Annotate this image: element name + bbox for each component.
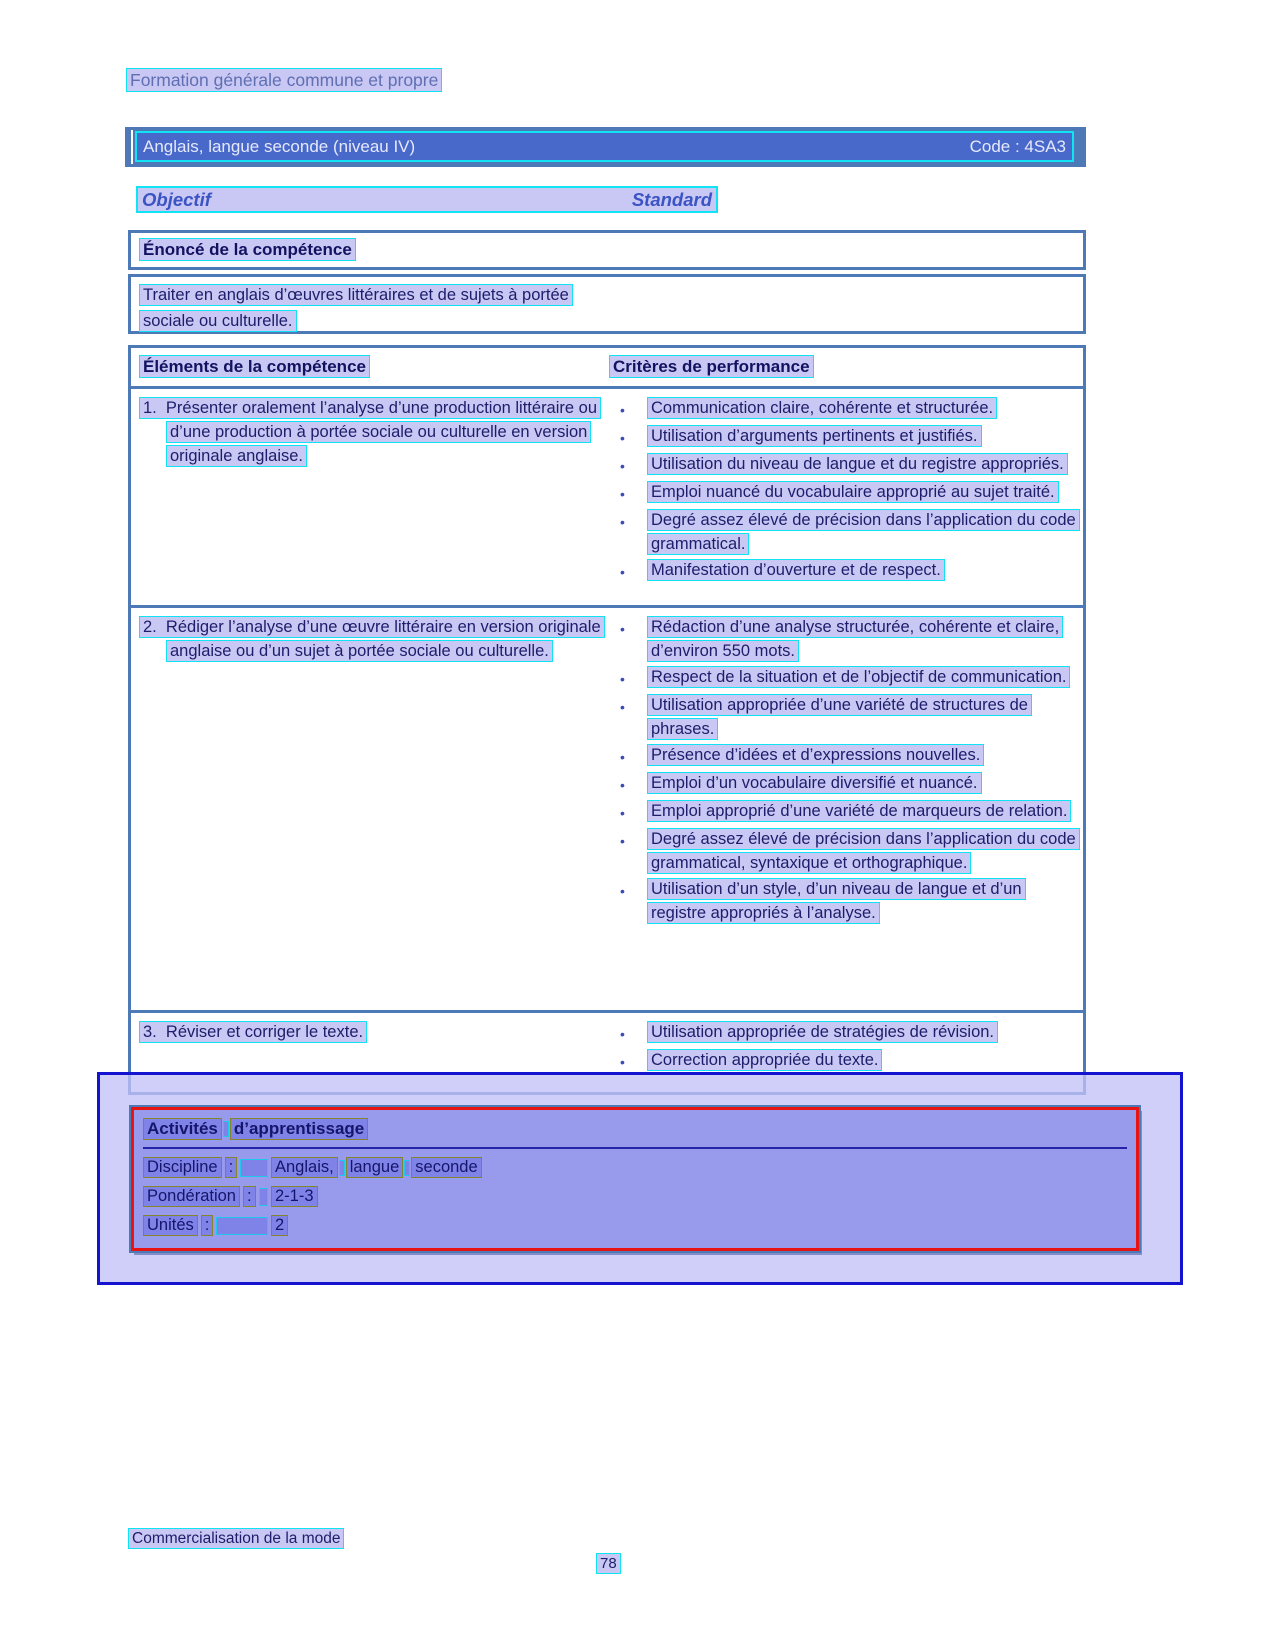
activities-title-word: Activités	[143, 1118, 222, 1140]
activities-value: 2-1-3	[271, 1186, 318, 1207]
bullet-icon: •	[620, 805, 625, 821]
activities-colon: :	[225, 1157, 238, 1178]
element-cell	[131, 396, 609, 601]
activities-title-row	[143, 1117, 1127, 1149]
bullet-icon: •	[620, 564, 625, 580]
bullet-icon: •	[620, 883, 625, 899]
criteria-text: Degré assez élevé de précision dans l’application du code grammatical.	[647, 509, 1080, 555]
enonce-header: Énoncé de la compétence	[139, 238, 356, 261]
ocr-gap-box	[339, 1160, 345, 1176]
course-title-highlight	[135, 131, 1074, 162]
criteria-text-wrap	[647, 743, 984, 767]
activities-rows	[143, 1149, 1127, 1236]
formation-label-row	[126, 70, 442, 91]
element-text: 3. Réviser et corriger le texte.	[139, 1021, 367, 1043]
activities-row	[143, 1186, 1127, 1207]
criteria-text: Degré assez élevé de précision dans l’application du code grammatical, syntaxique et orthographique.	[647, 828, 1080, 874]
objectif-label: Objectif	[142, 188, 211, 210]
criteria-text: Rédaction d’une analyse structurée, cohérente et claire, d’environ 550 mots.	[647, 616, 1063, 662]
criteria-text: Respect de la situation et de l’objectif de communication.	[647, 666, 1070, 688]
criteria-item	[609, 743, 1077, 769]
criteria-item	[609, 799, 1077, 825]
activities-colon: :	[201, 1215, 214, 1236]
page-number-row	[596, 1555, 621, 1572]
activities-value: Anglais,	[271, 1157, 338, 1178]
bullet-icon: •	[620, 458, 625, 474]
activities-colon: :	[243, 1186, 256, 1207]
criteria-text-wrap	[647, 771, 982, 795]
criteria-text-wrap	[647, 1020, 998, 1044]
objectif-standard-row	[136, 186, 718, 213]
bullet-icon: •	[620, 430, 625, 446]
activities-label-area	[143, 1215, 271, 1236]
standard-label: Standard	[631, 188, 712, 210]
enonce-header-box	[128, 230, 1086, 270]
element-cell	[131, 615, 609, 1006]
bullet-icon: •	[620, 833, 625, 849]
criteria-text-wrap	[647, 396, 997, 420]
criteria-item	[609, 665, 1077, 691]
competence-table-header	[131, 348, 1083, 389]
criteria-text-wrap	[647, 1048, 882, 1072]
criteria-text-wrap	[647, 799, 1071, 823]
activities-label: Unités	[143, 1215, 198, 1236]
activities-row	[143, 1215, 1127, 1236]
criteria-item	[609, 693, 1077, 741]
criteria-item	[609, 877, 1077, 925]
bullet-icon: •	[620, 671, 625, 687]
ocr-gap-box	[223, 1121, 229, 1137]
criteria-item	[609, 558, 1077, 584]
table-row	[131, 389, 1083, 605]
course-title: Anglais, langue seconde (niveau IV)	[143, 136, 416, 156]
criteria-text-wrap	[647, 615, 1077, 663]
criteria-text-wrap	[647, 558, 945, 582]
criteria-item	[609, 508, 1077, 556]
bullet-icon: •	[620, 402, 625, 418]
ocr-gap-box	[259, 1188, 268, 1206]
bullet-icon: •	[620, 486, 625, 502]
activities-label: Discipline	[143, 1157, 222, 1178]
bullet-icon: •	[620, 621, 625, 637]
criteres-header-cell	[609, 357, 1083, 377]
activities-value: 2	[271, 1215, 288, 1236]
footer-program-label: Commercialisation de la mode	[128, 1528, 344, 1549]
bullet-icon: •	[620, 1026, 625, 1042]
activities-row	[143, 1157, 1127, 1178]
criteria-item	[609, 827, 1077, 875]
element-text-wrap	[139, 396, 601, 468]
criteria-item	[609, 452, 1077, 478]
activities-box	[131, 1107, 1139, 1251]
activities-label-area	[143, 1186, 271, 1207]
activities-value: langue	[346, 1157, 404, 1178]
criteria-text-wrap	[647, 480, 1059, 504]
footer-row	[128, 1530, 344, 1548]
enonce-body: Traiter en anglais d’œuvres littéraires et de sujets à portée sociale ou culturelle.	[139, 284, 573, 332]
criteria-text: Utilisation appropriée d’une variété de structures de phrases.	[647, 694, 1032, 740]
criteria-text: Emploi d’un vocabulaire diversifié et nuancé.	[647, 772, 982, 794]
elements-header-cell	[131, 357, 609, 377]
criteria-cell	[609, 615, 1083, 1006]
ocr-gap-box	[240, 1159, 268, 1177]
criteria-text: Emploi approprié d’une variété de marqueurs de relation.	[647, 800, 1071, 822]
criteria-text: Utilisation d’arguments pertinents et justifiés.	[647, 425, 982, 447]
criteres-header: Critères de performance	[609, 355, 814, 378]
criteria-item	[609, 1048, 1077, 1074]
competence-table	[128, 345, 1086, 1095]
competence-table-rows	[131, 389, 1083, 1092]
element-text-wrap	[139, 615, 601, 663]
criteria-item	[609, 771, 1077, 797]
ocr-gap-box	[404, 1160, 410, 1176]
criteria-item	[609, 396, 1077, 422]
course-header-bar	[125, 127, 1086, 167]
element-text-wrap	[139, 1020, 601, 1044]
criteria-text: Utilisation appropriée de stratégies de révision.	[647, 1021, 998, 1043]
activities-label: Pondération	[143, 1186, 240, 1207]
criteria-item	[609, 480, 1077, 506]
criteria-text-wrap	[647, 827, 1077, 875]
criteria-text: Correction appropriée du texte.	[647, 1049, 882, 1071]
formation-label: Formation générale commune et propre	[126, 68, 442, 92]
enonce-body-wrap	[139, 282, 591, 334]
enonce-body-box	[128, 274, 1086, 334]
activities-value: seconde	[411, 1157, 481, 1178]
activities-label-area	[143, 1157, 271, 1178]
element-text: 2. Rédiger l’analyse d’une œuvre littéraire en version originale anglaise ou d’un sujet à portée sociale ou culturelle.	[139, 616, 605, 662]
criteria-text-wrap	[647, 508, 1077, 556]
criteria-text: Présence d’idées et d’expressions nouvelles.	[647, 744, 984, 766]
page-number: 78	[596, 1553, 621, 1574]
elements-header: Éléments de la compétence	[139, 355, 370, 378]
criteria-text: Utilisation du niveau de langue et du registre appropriés.	[647, 453, 1068, 475]
criteria-text-wrap	[647, 665, 1070, 689]
activities-title-word: d’apprentissage	[230, 1118, 368, 1140]
criteria-text-wrap	[647, 877, 1077, 925]
ocr-gap-box	[216, 1217, 268, 1235]
table-row	[131, 605, 1083, 1010]
bullet-icon: •	[620, 777, 625, 793]
header-bar-left-gap	[131, 130, 133, 164]
bullet-icon: •	[620, 749, 625, 765]
bullet-icon: •	[620, 699, 625, 715]
bullet-icon: •	[620, 514, 625, 530]
criteria-text: Manifestation d’ouverture et de respect.	[647, 559, 945, 581]
criteria-text: Communication claire, cohérente et structurée.	[647, 397, 997, 419]
criteria-text-wrap	[647, 424, 982, 448]
criteria-text: Emploi nuancé du vocabulaire approprié au sujet traité.	[647, 481, 1059, 503]
course-code: Code : 4SA3	[969, 136, 1066, 156]
criteria-item	[609, 424, 1077, 450]
criteria-item	[609, 1020, 1077, 1046]
criteria-text: Utilisation d’un style, d’un niveau de langue et d’un registre appropriés à l’analyse.	[647, 878, 1026, 924]
bullet-icon: •	[620, 1054, 625, 1070]
criteria-cell	[609, 396, 1083, 601]
criteria-text-wrap	[647, 693, 1077, 741]
criteria-text-wrap	[647, 452, 1068, 476]
element-text: 1. Présenter oralement l’analyse d’une production littéraire ou d’une production à portée sociale ou culturelle en version originale anglaise.	[139, 397, 601, 467]
criteria-item	[609, 615, 1077, 663]
